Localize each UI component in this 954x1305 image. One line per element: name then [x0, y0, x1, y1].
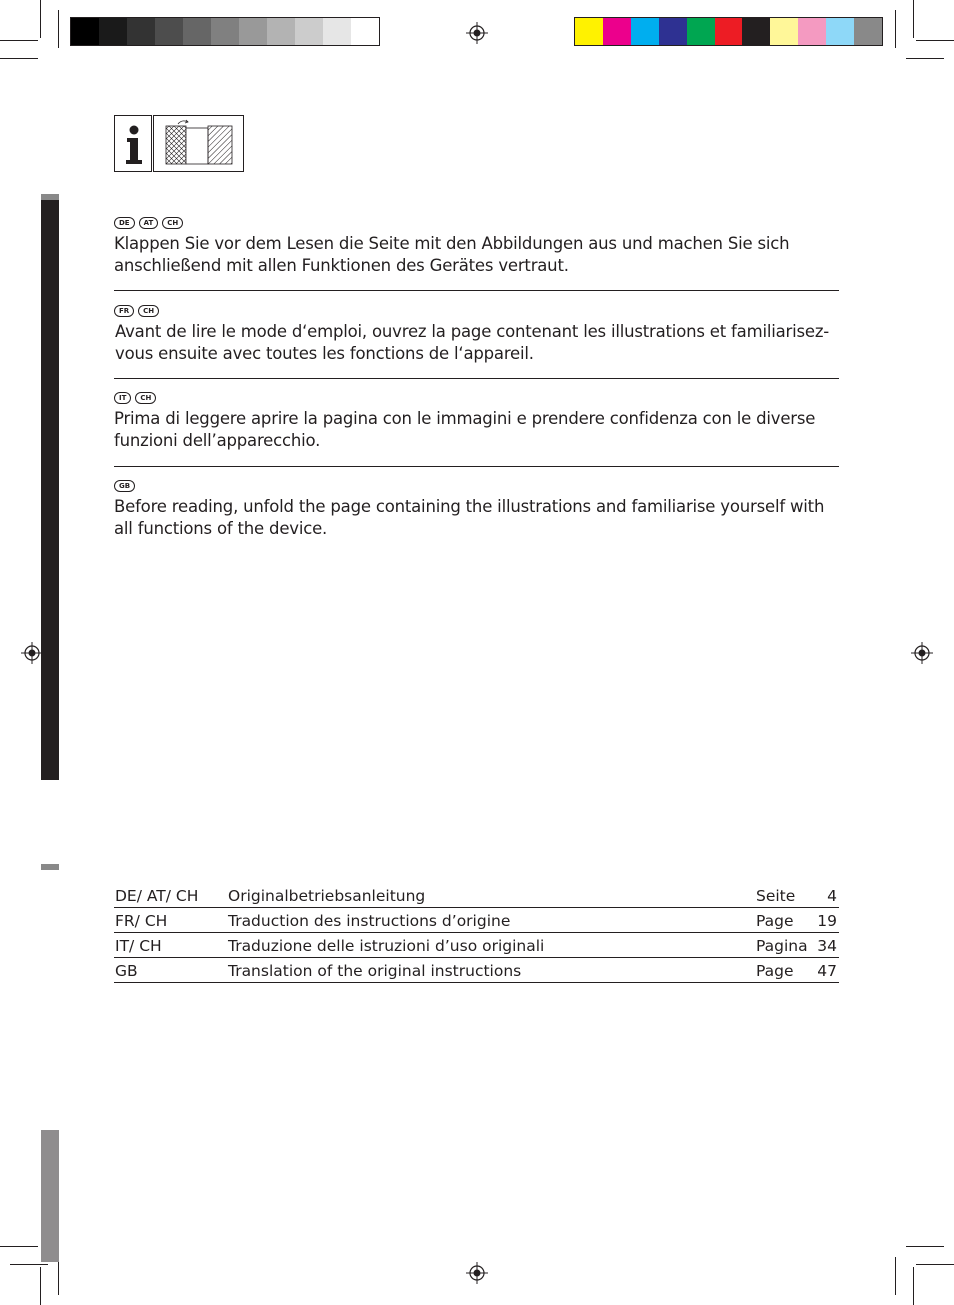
- toc-language: GB: [115, 962, 138, 980]
- gray-swatch: [155, 18, 183, 45]
- instruction-text: Before reading, unfold the page containing the illustrations and familiarise yourself with all functions of the device.: [114, 497, 825, 538]
- language-section-gb: [114, 480, 839, 540]
- language-section-fr: [114, 305, 839, 365]
- crop-mark: [895, 10, 896, 48]
- unfold-page-icon: [153, 115, 244, 172]
- gray-swatch: [99, 18, 127, 45]
- country-code-badge: CH: [135, 392, 156, 404]
- country-code-badge: IT: [114, 392, 131, 404]
- country-code-badge: DE: [114, 217, 135, 229]
- registration-mark-icon: [466, 1262, 488, 1284]
- country-code-badge: AT: [139, 217, 159, 229]
- toc-page-label: Seite: [756, 887, 796, 905]
- color-swatch: [603, 18, 631, 45]
- registration-mark-icon: [466, 22, 488, 44]
- gray-swatch: [239, 18, 267, 45]
- country-code-badge: CH: [162, 217, 183, 229]
- crop-mark: [10, 1264, 48, 1265]
- toc-page-number: 34: [817, 937, 837, 955]
- crop-mark: [916, 40, 954, 41]
- country-codes: [114, 392, 839, 404]
- toc-title: Traduction des instructions d’origine: [228, 912, 511, 930]
- gray-swatch: [211, 18, 239, 45]
- language-section-de: [114, 217, 839, 277]
- section-divider: [114, 290, 839, 291]
- color-calibration-bar: [574, 17, 883, 46]
- crop-mark: [0, 1246, 38, 1247]
- crop-mark: [895, 1257, 896, 1295]
- section-divider: [114, 378, 839, 379]
- registration-mark-icon: [911, 642, 933, 664]
- toc-page-number: 47: [817, 962, 837, 980]
- color-swatch: [742, 18, 770, 45]
- crop-mark: [58, 1257, 59, 1295]
- gray-swatch: [71, 18, 99, 45]
- color-swatch: [770, 18, 798, 45]
- section-divider: [114, 466, 839, 467]
- side-tab-bar: [41, 1130, 59, 1262]
- gray-swatch: [267, 18, 295, 45]
- toc-page-label: Pagina: [756, 937, 808, 955]
- country-codes: [114, 480, 839, 492]
- country-codes: [114, 217, 839, 229]
- side-tab-bar: [41, 200, 59, 780]
- crop-mark: [0, 58, 38, 59]
- instruction-text: Avant de lire le mode d‘emploi, ouvrez la page contenant les illustrations et familiarisez-vous ensuite avec toutes les fonctions de l‘appareil.: [115, 322, 830, 363]
- crop-mark: [906, 58, 944, 59]
- crop-mark: [40, 0, 41, 38]
- country-codes: [114, 305, 839, 317]
- color-swatch: [715, 18, 743, 45]
- instruction-text: Klappen Sie vor dem Lesen die Seite mit den Abbildungen aus und machen Sie sich anschließend mit allen Funktionen des Gerätes vertraut.: [114, 234, 790, 275]
- crop-mark: [40, 1267, 41, 1305]
- grayscale-calibration-bar: [70, 17, 380, 46]
- toc-title: Traduzione delle istruzioni d’uso originali: [228, 937, 545, 955]
- color-swatch: [575, 18, 603, 45]
- gray-swatch: [183, 18, 211, 45]
- toc-row: [114, 933, 839, 958]
- info-icon: [114, 115, 152, 172]
- toc-page-label: Page: [756, 912, 794, 930]
- toc-page-label: Page: [756, 962, 794, 980]
- crop-mark: [913, 1267, 914, 1305]
- country-code-badge: CH: [138, 305, 159, 317]
- country-code-badge: GB: [114, 480, 135, 492]
- toc-page-number: 19: [817, 912, 837, 930]
- toc-row: [114, 958, 839, 983]
- toc-title: Originalbetriebsanleitung: [228, 887, 426, 905]
- country-code-badge: FR: [114, 305, 134, 317]
- table-of-contents: [114, 883, 839, 983]
- toc-language: FR/ CH: [115, 912, 168, 930]
- toc-page-number: 4: [827, 887, 837, 905]
- color-swatch: [826, 18, 854, 45]
- toc-row: [114, 908, 839, 933]
- crop-mark: [916, 1264, 954, 1265]
- color-swatch: [687, 18, 715, 45]
- color-swatch: [659, 18, 687, 45]
- language-section-it: [114, 392, 839, 452]
- gray-swatch: [351, 18, 379, 45]
- toc-title: Translation of the original instructions: [228, 962, 522, 980]
- gray-swatch: [127, 18, 155, 45]
- registration-mark-icon: [21, 642, 43, 664]
- crop-mark: [58, 10, 59, 48]
- gray-swatch: [295, 18, 323, 45]
- color-swatch: [798, 18, 826, 45]
- color-swatch: [631, 18, 659, 45]
- toc-language: IT/ CH: [115, 937, 162, 955]
- toc-language: DE/ AT/ CH: [115, 887, 199, 905]
- color-swatch: [854, 18, 882, 45]
- crop-mark: [906, 1246, 944, 1247]
- toc-row: [114, 883, 839, 908]
- crop-mark: [0, 40, 38, 41]
- crop-mark: [913, 0, 914, 38]
- instruction-text: Prima di leggere aprire la pagina con le immagini e prendere confidenza con le diverse funzioni dell’apparecchio.: [114, 409, 816, 450]
- gray-swatch: [323, 18, 351, 45]
- side-tab-marker: [41, 864, 59, 870]
